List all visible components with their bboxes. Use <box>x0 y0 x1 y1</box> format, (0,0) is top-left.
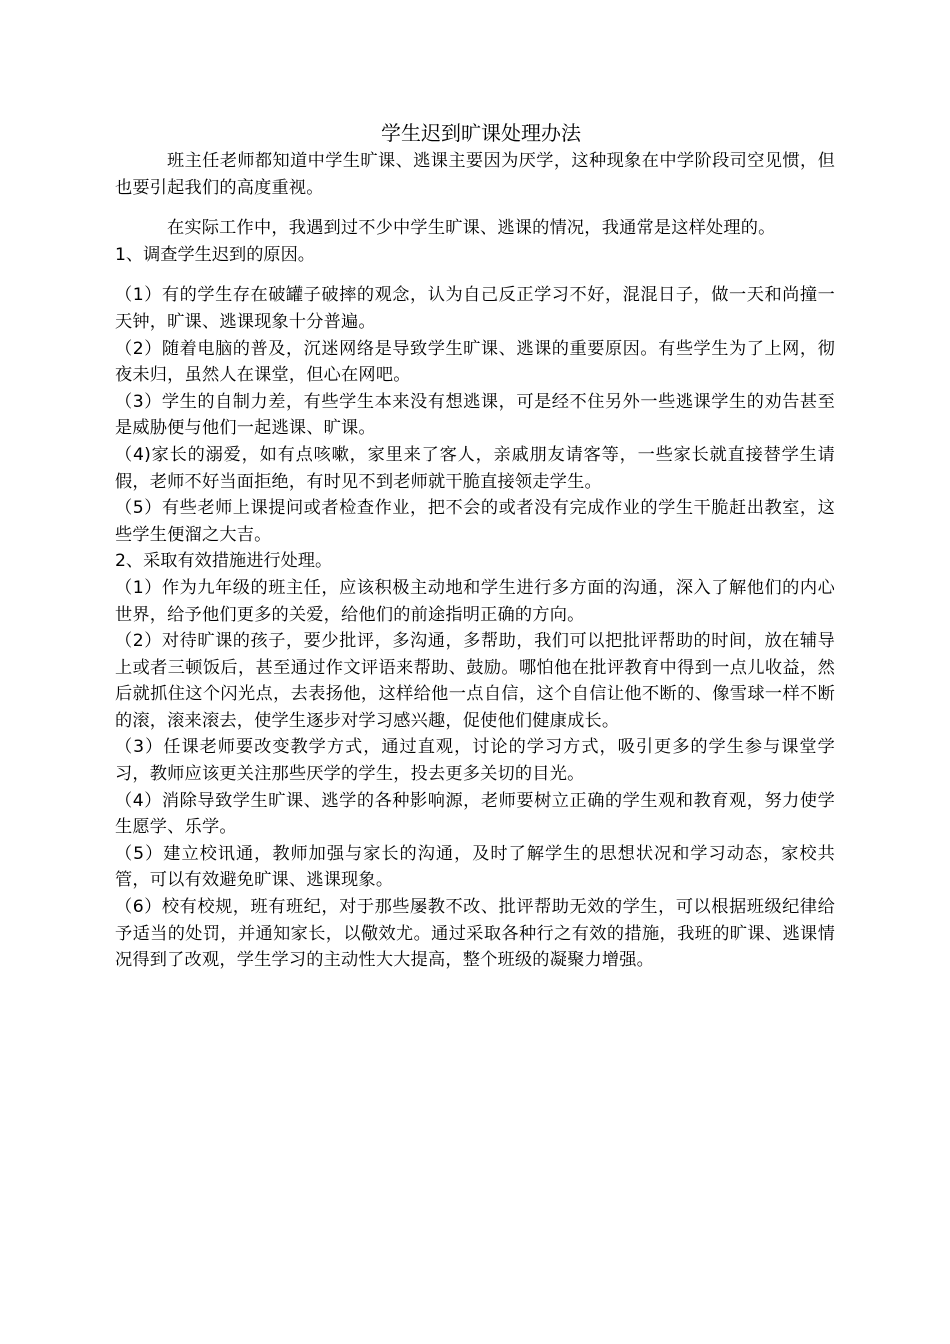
list-item: （5）有些老师上课提问或者检查作业，把不会的或者没有完成作业的学生干脆赶出教室，这些学生便溜之大吉。 <box>115 498 835 545</box>
list-item: （6）校有校规，班有班纪，对于那些屡教不改、批评帮助无效的学生，可以根据班级纪律给予适当的处罚，并通知家长，以儆效尤。通过采取各种行之有效的措施，我班的旷课、逃课情况得到了改观，学生学习的主动性大大提高，整个班级的凝聚力增强。 <box>115 897 835 971</box>
document-page <box>115 118 835 974</box>
intro-paragraph-2: 在实际工作中，我遇到过不少中学生旷课、逃课的情况，我通常是这样处理的。 <box>167 218 776 239</box>
section-1-heading: 1、调查学生迟到的原因。 <box>115 244 315 265</box>
list-item: （3）任课老师要改变教学方式，通过直观，讨论的学习方式，吸引更多的学生参与课堂学习，教师应该更关注那些厌学的学生，投去更多关切的目光。 <box>115 737 835 785</box>
list-item: （4）消除导致学生旷课、逃学的各种影响源，老师要树立正确的学生观和教育观，努力使学生愿学、乐学。 <box>115 790 835 838</box>
section-2-list <box>115 575 835 974</box>
list-item: （4)家长的溺爱，如有点咳嗽，家里来了客人，亲戚朋友请客等，一些家长就直接替学生请假，老师不好当面拒绝，有时见不到老师就干脆直接领走学生。 <box>115 444 835 492</box>
section-1-list <box>115 282 835 548</box>
list-item: （2）对待旷课的孩子，要少批评，多沟通，多帮助，我们可以把批评帮助的时间，放在辅导上或者三顿饭后，甚至通过作文评语来帮助、鼓励。哪怕他在批评教育中得到一点儿收益，然后就抓住这个闪光点，去表扬他，这样给他一点自信，这个自信让他不断的、像雪球一样不断的滚，滚来滚去，使学生逐步对学习感兴趣，促使他们健康成长。 <box>115 631 835 731</box>
intro-paragraph-1: 班主任老师都知道中学生旷课、逃课主要因为厌学，这种现象在中学阶段司空见惯，但也要引起我们的高度重视。 <box>115 151 835 198</box>
list-item: （1）作为九年级的班主任，应该积极主动地和学生进行多方面的沟通，深入了解他们的内心世界，给予他们更多的关爱，给他们的前途指明正确的方向。 <box>115 577 835 625</box>
list-item: （3）学生的自制力差，有些学生本来没有想逃课，可是经不住另外一些逃课学生的劝告甚至是威胁便与他们一起逃课、旷课。 <box>115 391 835 439</box>
list-item: （5）建立校讯通，教师加强与家长的沟通，及时了解学生的思想状况和学习动态，家校共管，可以有效避免旷课、逃课现象。 <box>115 843 835 891</box>
list-item: （1）有的学生存在破罐子破摔的观念，认为自己反正学习不好，混混日子，做一天和尚撞一天钟，旷课、逃课现象十分普遍。 <box>115 285 835 332</box>
list-item: （2）随着电脑的普及，沉迷网络是导致学生旷课、逃课的重要原因。有些学生为了上网，彻夜未归，虽然人在课堂，但心在网吧。 <box>115 338 835 386</box>
document-title: 学生迟到旷课处理办法 <box>381 121 581 145</box>
section-2-heading: 2、采取有效措施进行处理。 <box>115 551 333 572</box>
